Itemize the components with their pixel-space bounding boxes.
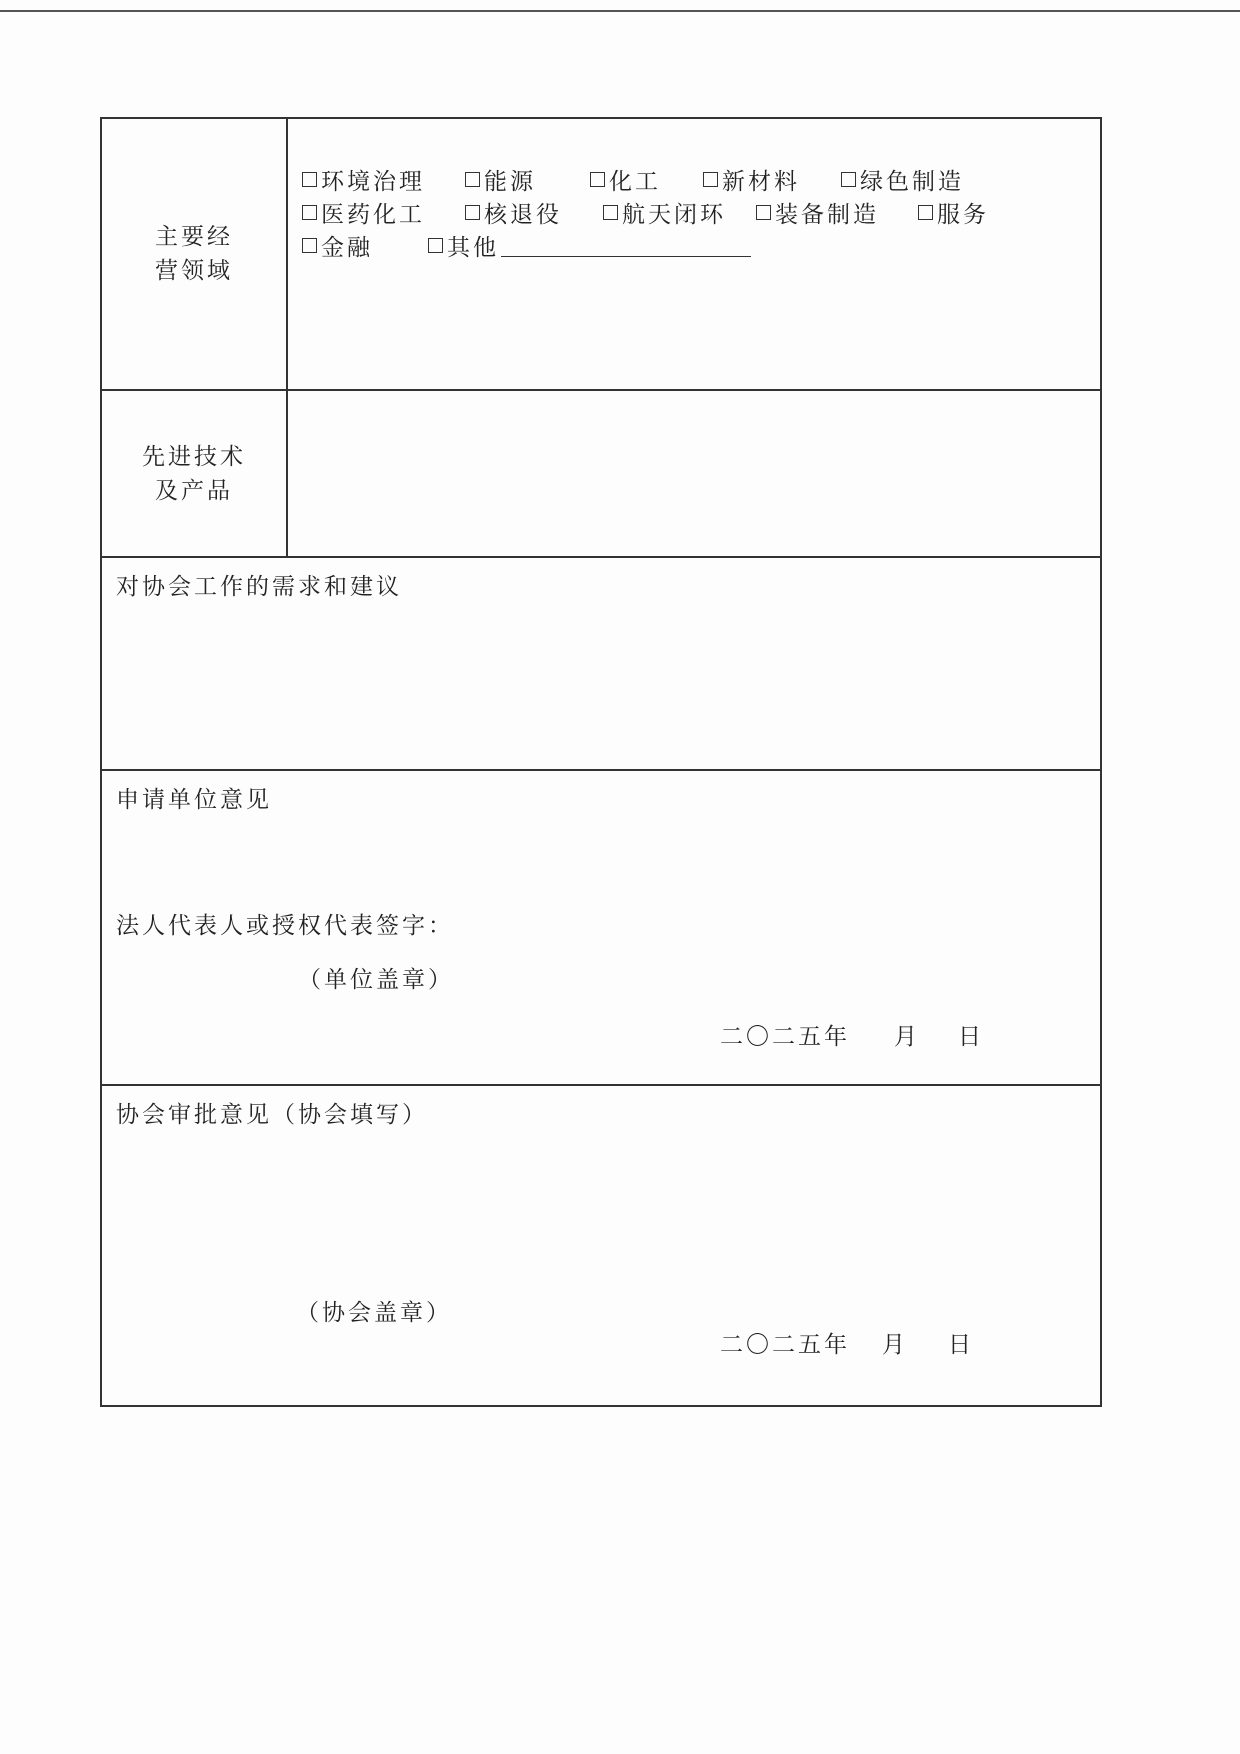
checkbox[interactable] xyxy=(918,205,933,220)
suggestions-row[interactable] xyxy=(102,558,1100,771)
tech-products-row xyxy=(102,391,1100,558)
checkbox[interactable] xyxy=(302,205,317,220)
checkbox[interactable] xyxy=(428,238,443,253)
category-option[interactable]: 金融 xyxy=(302,229,373,262)
checkbox[interactable] xyxy=(302,238,317,253)
checkbox[interactable] xyxy=(756,205,771,220)
tech-products-label-line1: 先进技术 xyxy=(142,443,246,470)
association-date-day: 日 xyxy=(948,1332,974,1358)
business-field-label xyxy=(102,119,288,389)
applicant-date-month: 月 xyxy=(894,1024,920,1050)
category-option[interactable]: 能源 xyxy=(465,163,536,196)
category-option[interactable]: 新材料 xyxy=(703,163,800,196)
tech-products-input-area[interactable] xyxy=(288,391,1100,556)
suggestions-title: 对协会工作的需求和建议 xyxy=(116,574,402,600)
tech-products-label-line2: 及产品 xyxy=(155,477,233,504)
checkbox[interactable] xyxy=(841,172,856,187)
category-option[interactable]: 核退役 xyxy=(465,196,562,229)
category-option[interactable]: 化工 xyxy=(590,163,661,196)
category-option[interactable]: 环境治理 xyxy=(302,163,425,196)
top-rule xyxy=(0,10,1240,12)
application-form-table xyxy=(100,117,1102,1407)
business-field-options xyxy=(288,119,1100,389)
checkbox[interactable] xyxy=(703,172,718,187)
association-date-month: 月 xyxy=(882,1332,908,1358)
applicant-opinion-row[interactable] xyxy=(102,771,1100,1086)
business-field-label-line1: 主要经 xyxy=(155,224,233,250)
category-option[interactable]: 航天闭环 xyxy=(603,196,726,229)
category-option[interactable]: 医药化工 xyxy=(302,196,425,229)
signature-label: 法人代表人或授权代表签字： xyxy=(116,913,454,939)
association-date-year: 二〇二五年 xyxy=(720,1332,850,1358)
category-option[interactable]: 绿色制造 xyxy=(841,163,964,196)
category-option[interactable]: 装备制造 xyxy=(756,196,879,229)
checkbox[interactable] xyxy=(603,205,618,220)
tech-products-label xyxy=(102,391,288,556)
business-field-row xyxy=(102,119,1100,391)
applicant-opinion-title: 申请单位意见 xyxy=(116,787,272,813)
business-field-label-line2: 营领域 xyxy=(155,258,233,284)
applicant-date-day: 日 xyxy=(958,1024,984,1050)
association-opinion-row[interactable] xyxy=(102,1086,1100,1407)
checkbox[interactable] xyxy=(302,172,317,187)
other-fill-in-line[interactable] xyxy=(501,234,751,257)
association-opinion-title: 协会审批意见（协会填写） xyxy=(116,1102,428,1128)
checkbox[interactable] xyxy=(590,172,605,187)
applicant-seal-note: （单位盖章） xyxy=(298,967,454,993)
association-seal-note: （协会盖章） xyxy=(296,1300,452,1326)
checkbox[interactable] xyxy=(465,205,480,220)
applicant-date-year: 二〇二五年 xyxy=(720,1024,850,1050)
category-option-other[interactable]: 其他 xyxy=(428,229,751,262)
checkbox[interactable] xyxy=(465,172,480,187)
category-option[interactable]: 服务 xyxy=(918,196,989,229)
